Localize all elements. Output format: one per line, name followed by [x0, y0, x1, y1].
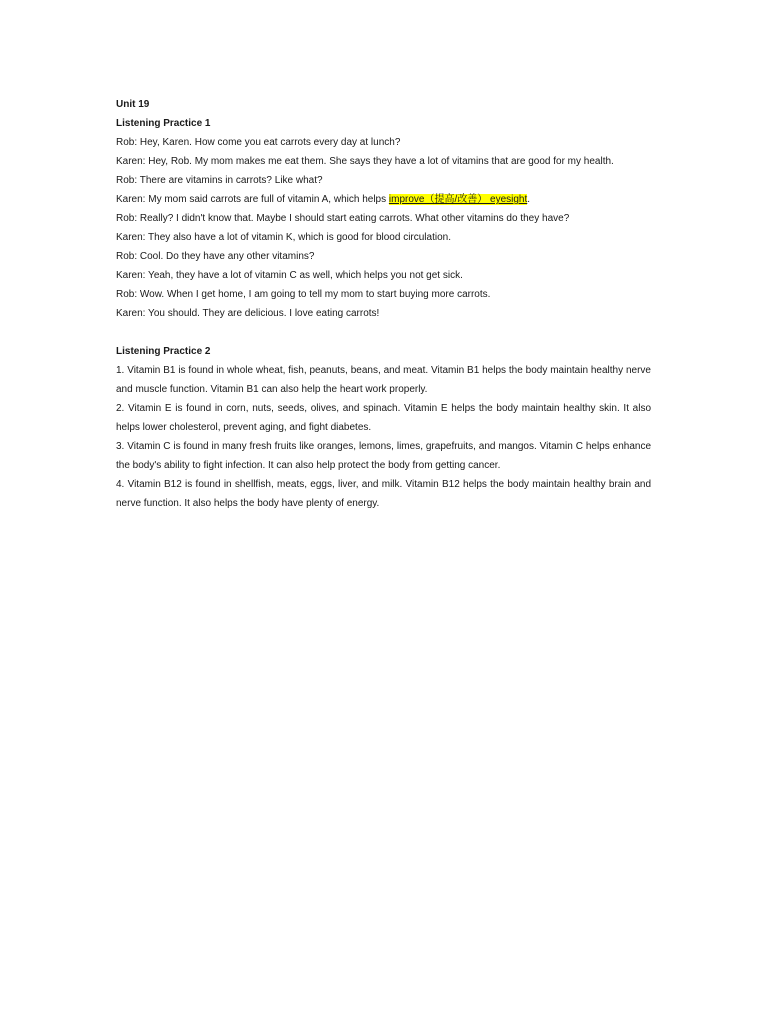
- dialogue-line-highlighted: [116, 190, 651, 209]
- dialogue-text: Karen: My mom said carrots are full of vitamin A, which helps: [116, 194, 389, 205]
- dialogue-line: Karen: Yeah, they have a lot of vitamin C as well, which helps you not get sick.: [116, 270, 463, 281]
- unit-title: Unit 19: [116, 99, 150, 110]
- dialogue-line: Karen: They also have a lot of vitamin K, which is good for blood circulation.: [116, 232, 451, 243]
- dialogue-line: Karen: You should. They are delicious. I love eating carrots!: [116, 308, 380, 319]
- highlighted-phrase: improve（提高/改善） eyesight: [388, 194, 528, 205]
- dialogue-line: Rob: Really? I didn't know that. Maybe I should start eating carrots. What other vitamins do they have?: [116, 213, 570, 224]
- practice-2-title: Listening Practice 2: [116, 346, 211, 357]
- section-spacer: [116, 323, 651, 342]
- practice-2-item: 4. Vitamin B12 is found in shellfish, meats, eggs, liver, and milk. Vitamin B12 helps the body maintain healthy brain and nerve function. It also helps the body have plenty of energy.: [116, 479, 651, 509]
- dialogue-line: Rob: Hey, Karen. How come you eat carrots every day at lunch?: [116, 137, 401, 148]
- dialogue-line: Rob: Cool. Do they have any other vitamins?: [116, 251, 315, 262]
- dialogue-line: Rob: Wow. When I get home, I am going to tell my mom to start buying more carrots.: [116, 289, 491, 300]
- dialogue-text-end: .: [527, 194, 531, 205]
- practice-2-item: 2. Vitamin E is found in corn, nuts, seeds, olives, and spinach. Vitamin E helps the body maintain healthy skin. It also helps lower cholesterol, prevent aging, and fight diabetes.: [116, 403, 651, 433]
- document-page: [116, 95, 651, 513]
- practice-2-item: 1. Vitamin B1 is found in whole wheat, fish, peanuts, beans, and meat. Vitamin B1 helps the body maintain healthy nerve and muscle function. Vitamin B1 can also help the heart work properly.: [116, 365, 651, 395]
- practice-1-title: Listening Practice 1: [116, 118, 211, 129]
- practice-2-item: 3. Vitamin C is found in many fresh fruits like oranges, lemons, limes, grapefruits, and mangos. Vitamin C helps enhance the body's ability to fight infection. It can also help protect the body from getting cancer.: [116, 441, 651, 471]
- dialogue-line: Rob: There are vitamins in carrots? Like what?: [116, 175, 323, 186]
- dialogue-line: Karen: Hey, Rob. My mom makes me eat them. She says they have a lot of vitamins that are good for my health.: [116, 156, 614, 167]
